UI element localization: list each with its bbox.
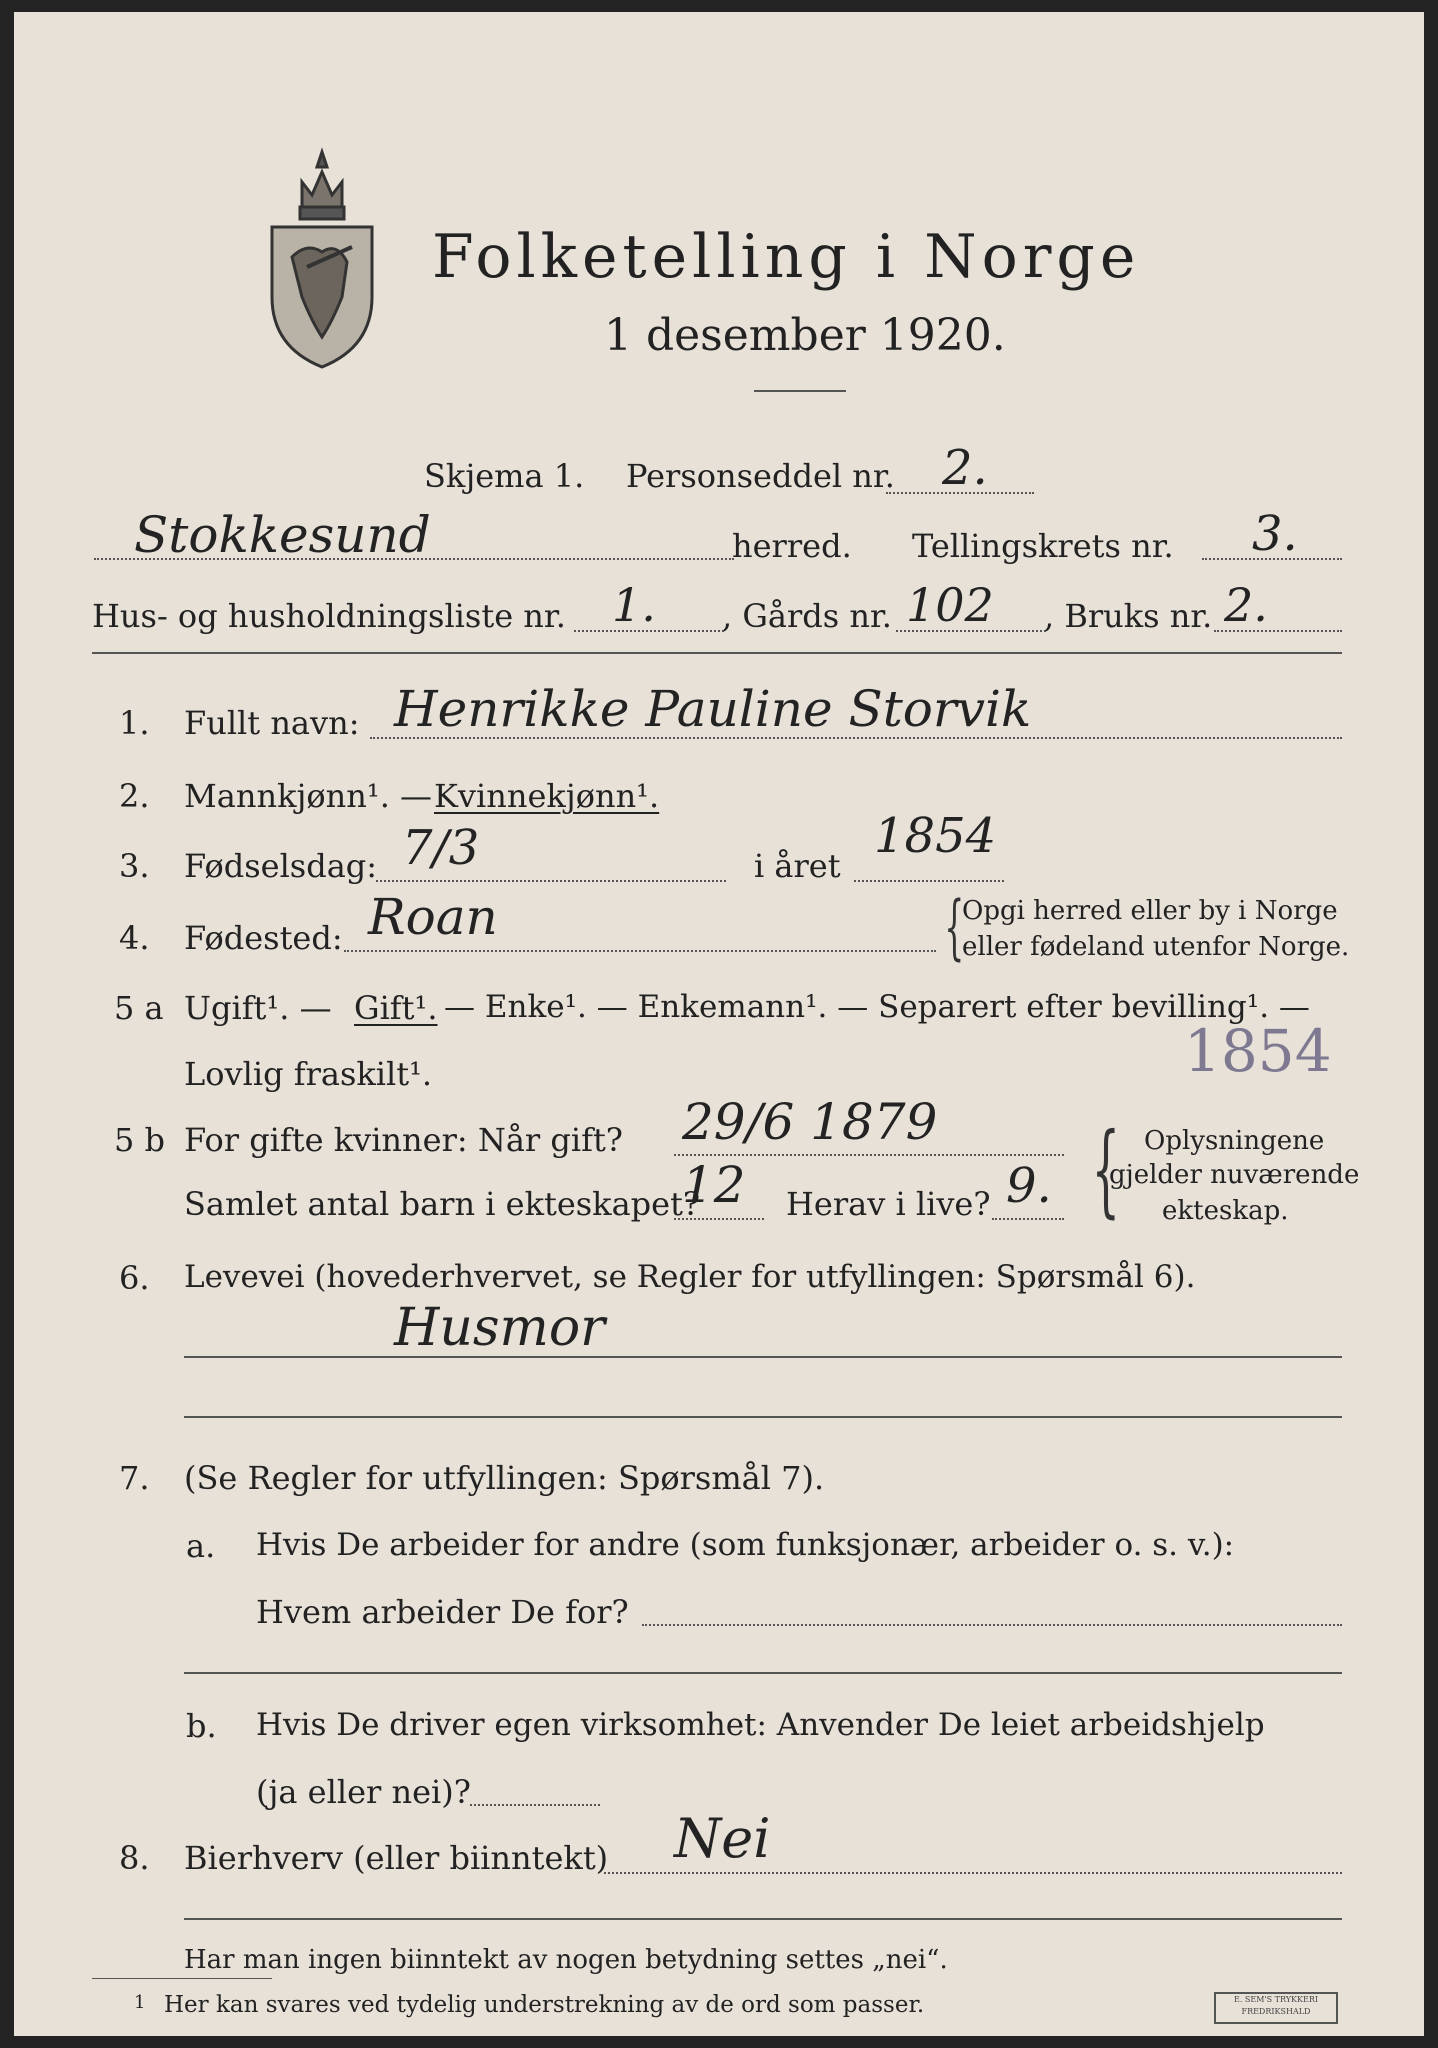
q7-number: 7.: [119, 1459, 150, 1497]
coat-of-arms-icon: [262, 147, 382, 372]
q8-line: [604, 1872, 1342, 1874]
q6-line2: [184, 1416, 1342, 1418]
q5a-number: 5 a: [114, 989, 164, 1027]
q5b-live-label: Herav i live?: [786, 1185, 991, 1223]
q5b-number: 5 b: [114, 1121, 166, 1159]
printer-stamp-line1: E. SEM'S TRYKKERI: [1233, 1995, 1319, 2004]
q2-male: Mannkjønn¹. —: [184, 777, 433, 815]
q8-label: Bierhverv (eller biinntekt): [184, 1839, 609, 1877]
herred-label: herred.: [732, 527, 852, 565]
tellingskrets-label: Tellingskrets nr.: [912, 527, 1174, 565]
footnote-divider: [92, 1978, 272, 1979]
q5b-live-value: 9.: [1006, 1158, 1052, 1214]
footnote-text: Her kan svares ved tydelig understrekning av de ord som passer.: [164, 1992, 925, 2018]
q7a-line2: [184, 1672, 1342, 1674]
header-divider: [92, 652, 1342, 654]
q4-value: Roan: [368, 888, 498, 946]
q5b-brace: {: [1091, 1111, 1121, 1228]
q7a-text: Hvis De arbeider for andre (som funksjonær, arbeider o. s. v.):: [256, 1527, 1235, 1563]
q5a-line2: Lovlig fraskilt¹.: [184, 1055, 433, 1093]
q5b-barn-value: 12: [682, 1156, 746, 1214]
printer-stamp-line2: FREDRIKSHALD: [1241, 2007, 1311, 2016]
q6-number: 6.: [119, 1259, 150, 1297]
q5a-rest: — Enke¹. — Enkemann¹. — Separert efter bevilling¹. —: [444, 989, 1310, 1025]
q7b-line: [470, 1804, 600, 1806]
q5b-barn-line: [674, 1218, 764, 1220]
q4-line: [344, 950, 936, 952]
q6-label: Levevei (hovederhvervet, se Regler for utfyllingen: Spørsmål 6).: [184, 1259, 1196, 1295]
q5b-live-line: [992, 1218, 1064, 1220]
form-title: Folketelling i Norge: [432, 222, 1141, 292]
q5b-note-line3: ekteskap.: [1162, 1196, 1289, 1226]
pencil-note: 1854: [1184, 1017, 1332, 1085]
q3-value: 7/3: [402, 820, 480, 876]
herred-value: Stokkesund: [134, 506, 431, 564]
printer-stamp: [1214, 1992, 1338, 2024]
q3-year-label: i året: [754, 847, 841, 885]
q2-female-underlined: Kvinnekjønn¹.: [434, 777, 660, 815]
q4-brace: {: [944, 886, 965, 968]
q5b-label: For gifte kvinner: Når gift?: [184, 1121, 623, 1159]
q8-line2: [184, 1918, 1342, 1920]
q8-number: 8.: [119, 1839, 150, 1877]
q5b-note-line1: Oplysningene: [1144, 1126, 1325, 1156]
q7a-line: [642, 1624, 1342, 1626]
personseddel-label: Personseddel nr.: [626, 457, 895, 495]
q5b-note-line2: gjelder nuværende: [1109, 1160, 1360, 1190]
bruks-label: , Bruks nr.: [1044, 597, 1213, 635]
q8-note: Har man ingen biinntekt av nogen betydning settes „nei“.: [184, 1945, 948, 1975]
q1-number: 1.: [119, 704, 150, 742]
q8-value: Nei: [674, 1807, 771, 1870]
bruks-value: 2.: [1224, 578, 1268, 632]
q5a-ugift: Ugift¹. —: [184, 989, 332, 1027]
q5b-barn-label: Samlet antal barn i ekteskapet?: [184, 1185, 701, 1223]
husholdning-value: 1.: [612, 578, 656, 632]
q7a-sub: Hvem arbeider De for?: [256, 1593, 629, 1631]
q3-number: 3.: [119, 847, 150, 885]
q7b-sub: (ja eller nei)?: [256, 1773, 471, 1811]
census-form: [14, 12, 1424, 2036]
q1-value: Henrikke Pauline Storvik: [394, 680, 1032, 738]
q5b-value: 29/6 1879: [682, 1093, 938, 1151]
gards-value: 102: [906, 578, 994, 632]
q5a-gift-underlined: Gift¹.: [354, 989, 438, 1027]
q7-label: (Se Regler for utfyllingen: Spørsmål 7).: [184, 1459, 825, 1497]
q7a-letter: a.: [186, 1527, 216, 1565]
q1-label: Fullt navn:: [184, 704, 360, 742]
q4-label: Fødested:: [184, 919, 343, 957]
q3-line: [376, 880, 726, 882]
husholdning-label: Hus- og husholdningsliste nr.: [92, 597, 566, 635]
form-date: 1 desember 1920.: [604, 310, 1006, 361]
q6-value: Husmor: [394, 1298, 605, 1358]
gards-label: , Gårds nr.: [722, 597, 892, 635]
q3-label: Fødselsdag:: [184, 847, 378, 885]
tellingskrets-value: 3.: [1252, 506, 1298, 562]
q4-note-line2: eller fødeland utenfor Norge.: [962, 932, 1350, 962]
herred-line: [94, 558, 734, 560]
q7b-text: Hvis De driver egen virksomhet: Anvender De leiet arbeidshjelp: [256, 1707, 1265, 1743]
skjema-label: Skjema 1.: [424, 457, 585, 495]
q3-year-line: [854, 880, 1004, 882]
q7b-letter: b.: [186, 1707, 217, 1745]
q4-note-line1: Opgi herred eller by i Norge: [962, 896, 1338, 926]
title-divider: [754, 390, 846, 392]
q4-number: 4.: [119, 919, 150, 957]
q6-line1: [184, 1356, 1342, 1358]
q3-year-value: 1854: [874, 808, 997, 864]
q2-number: 2.: [119, 777, 150, 815]
footnote-mark: 1: [134, 1992, 146, 2013]
personseddel-value: 2.: [942, 440, 988, 496]
